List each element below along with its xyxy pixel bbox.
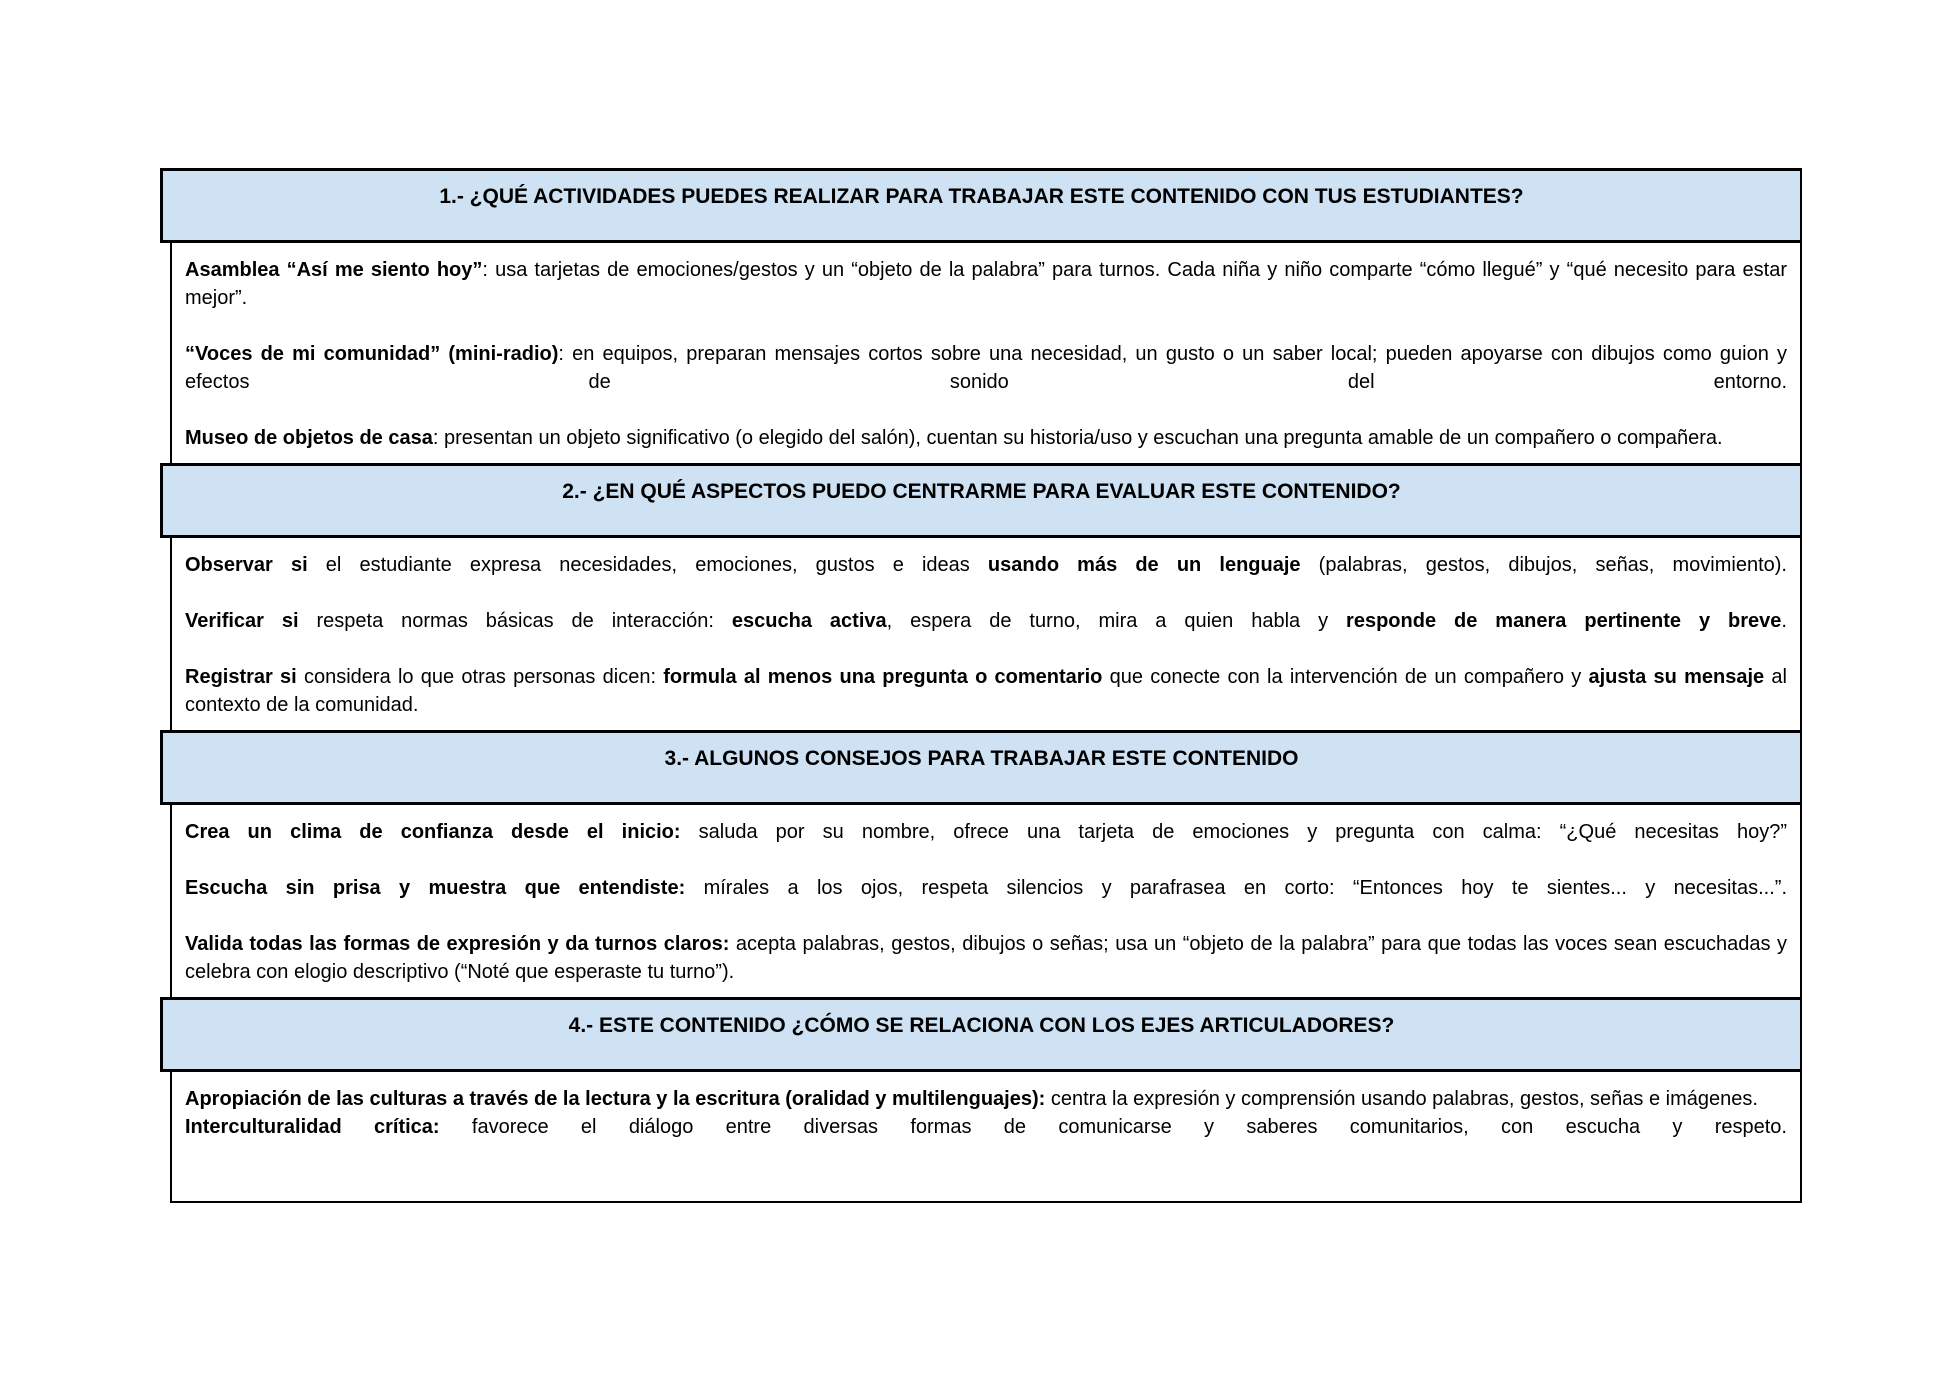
bold-text: Escucha sin prisa y muestra que entendiste: [185,877,686,899]
text: : presentan un objeto significativo (o elegido del salón), cuentan su historia/uso y escuchan una pregunta amable de un compañero o compañera. [432,427,1723,449]
paragraph [185,663,1787,719]
paragraph [185,607,1787,635]
bold-text: usando más de un lenguaje [987,554,1301,576]
section-title: 3.- ALGUNOS CONSEJOS PARA TRABAJAR ESTE CONTENIDO [664,747,1299,770]
section-header-4 [160,997,1800,1072]
section-header-1 [160,168,1800,243]
paragraph [185,1085,1787,1113]
paragraph [185,256,1787,312]
text: el estudiante expresa necesidades, emociones, gustos e ideas [307,554,988,576]
paragraph [185,1113,1787,1141]
section-header-2 [160,463,1800,538]
section-header-3 [160,730,1800,805]
bold-text: Observar si [185,554,308,576]
paragraph [185,551,1787,579]
text: centra la expresión y comprensión usando palabras, gestos, señas e imágenes. [1045,1088,1758,1110]
bold-text: Asamblea “Así me siento hoy” [185,259,483,281]
text: saluda por su nombre, ofrece una tarjeta de emociones y pregunta con calma: “¿Qué necesitas hoy?” [680,821,1787,843]
text: considera lo que otras personas dicen: [296,666,664,688]
section-title: 2.- ¿EN QUÉ ASPECTOS PUEDO CENTRARME PARA EVALUAR ESTE CONTENIDO? [562,480,1401,503]
bold-text: Museo de objetos de casa [185,427,433,449]
section-body-4 [172,1072,1800,1201]
text: que conecte con la intervención de un compañero y [1102,666,1589,688]
text: acepta palabras, gestos, dibujos o señas; usa un “objeto de la palabra” para que todas las voces sean escuchadas y celebra con elogio descriptivo (“Noté que esperaste tu turno”). [185,933,1787,983]
content-table [170,168,1802,1203]
bold-text: formula al menos una pregunta o comentario [663,666,1103,688]
paragraph [185,818,1787,846]
text: respeta normas básicas de interacción: [298,610,732,632]
bold-text: Crea un clima de confianza desde el inicio: [185,821,681,843]
section-title: 4.- ESTE CONTENIDO ¿CÓMO SE RELACIONA CON LOS EJES ARTICULADORES? [568,1014,1395,1037]
bold-text: Interculturalidad crítica: [185,1116,440,1138]
text: : usa tarjetas de emociones/gestos y un “objeto de la palabra” para turnos. Cada niña y niño comparte “cómo llegué” y “qué necesito para estar mejor”. [185,259,1787,309]
bold-text: “Voces de mi comunidad” (mini-radio) [185,343,559,365]
bold-text: escucha activa [731,610,887,632]
text: , espera de turno, mira a quien habla y [886,610,1347,632]
bold-text: ajusta su mensaje [1588,666,1765,688]
bold-text: Verificar si [185,610,299,632]
text: : en equipos, preparan mensajes cortos sobre una necesidad, un gusto o un saber local; pueden apoyarse con dibujos como guion y efectos de sonido del entorno. [185,343,1787,393]
bold-text: Valida todas las formas de expresión y da turnos claros: [185,933,730,955]
text: . [1781,610,1787,632]
section-body-2 [172,538,1800,730]
bold-text: Registrar si [185,666,297,688]
section-body-3 [172,805,1800,997]
bold-text: responde de manera pertinente y breve [1346,610,1782,632]
text: favorece el diálogo entre diversas formas de comunicarse y saberes comunitarios, con escucha y respeto. [439,1116,1787,1138]
paragraph [185,874,1787,902]
paragraph [185,424,1787,452]
text: mírales a los ojos, respeta silencios y parafrasea en corto: “Entonces hoy te sientes... y necesitas...”. [685,877,1787,899]
section-body-1 [172,243,1800,463]
text: (palabras, gestos, dibujos, señas, movimiento). [1300,554,1787,576]
bold-text: Apropiación de las culturas a través de la lectura y la escritura (oralidad y multilenguajes): [185,1088,1046,1110]
paragraph [185,930,1787,986]
section-title: 1.- ¿QUÉ ACTIVIDADES PUEDES REALIZAR PARA TRABAJAR ESTE CONTENIDO CON TUS ESTUDIANTES? [439,185,1524,208]
text: al contexto de la comunidad. [185,666,1787,716]
paragraph [185,340,1787,396]
